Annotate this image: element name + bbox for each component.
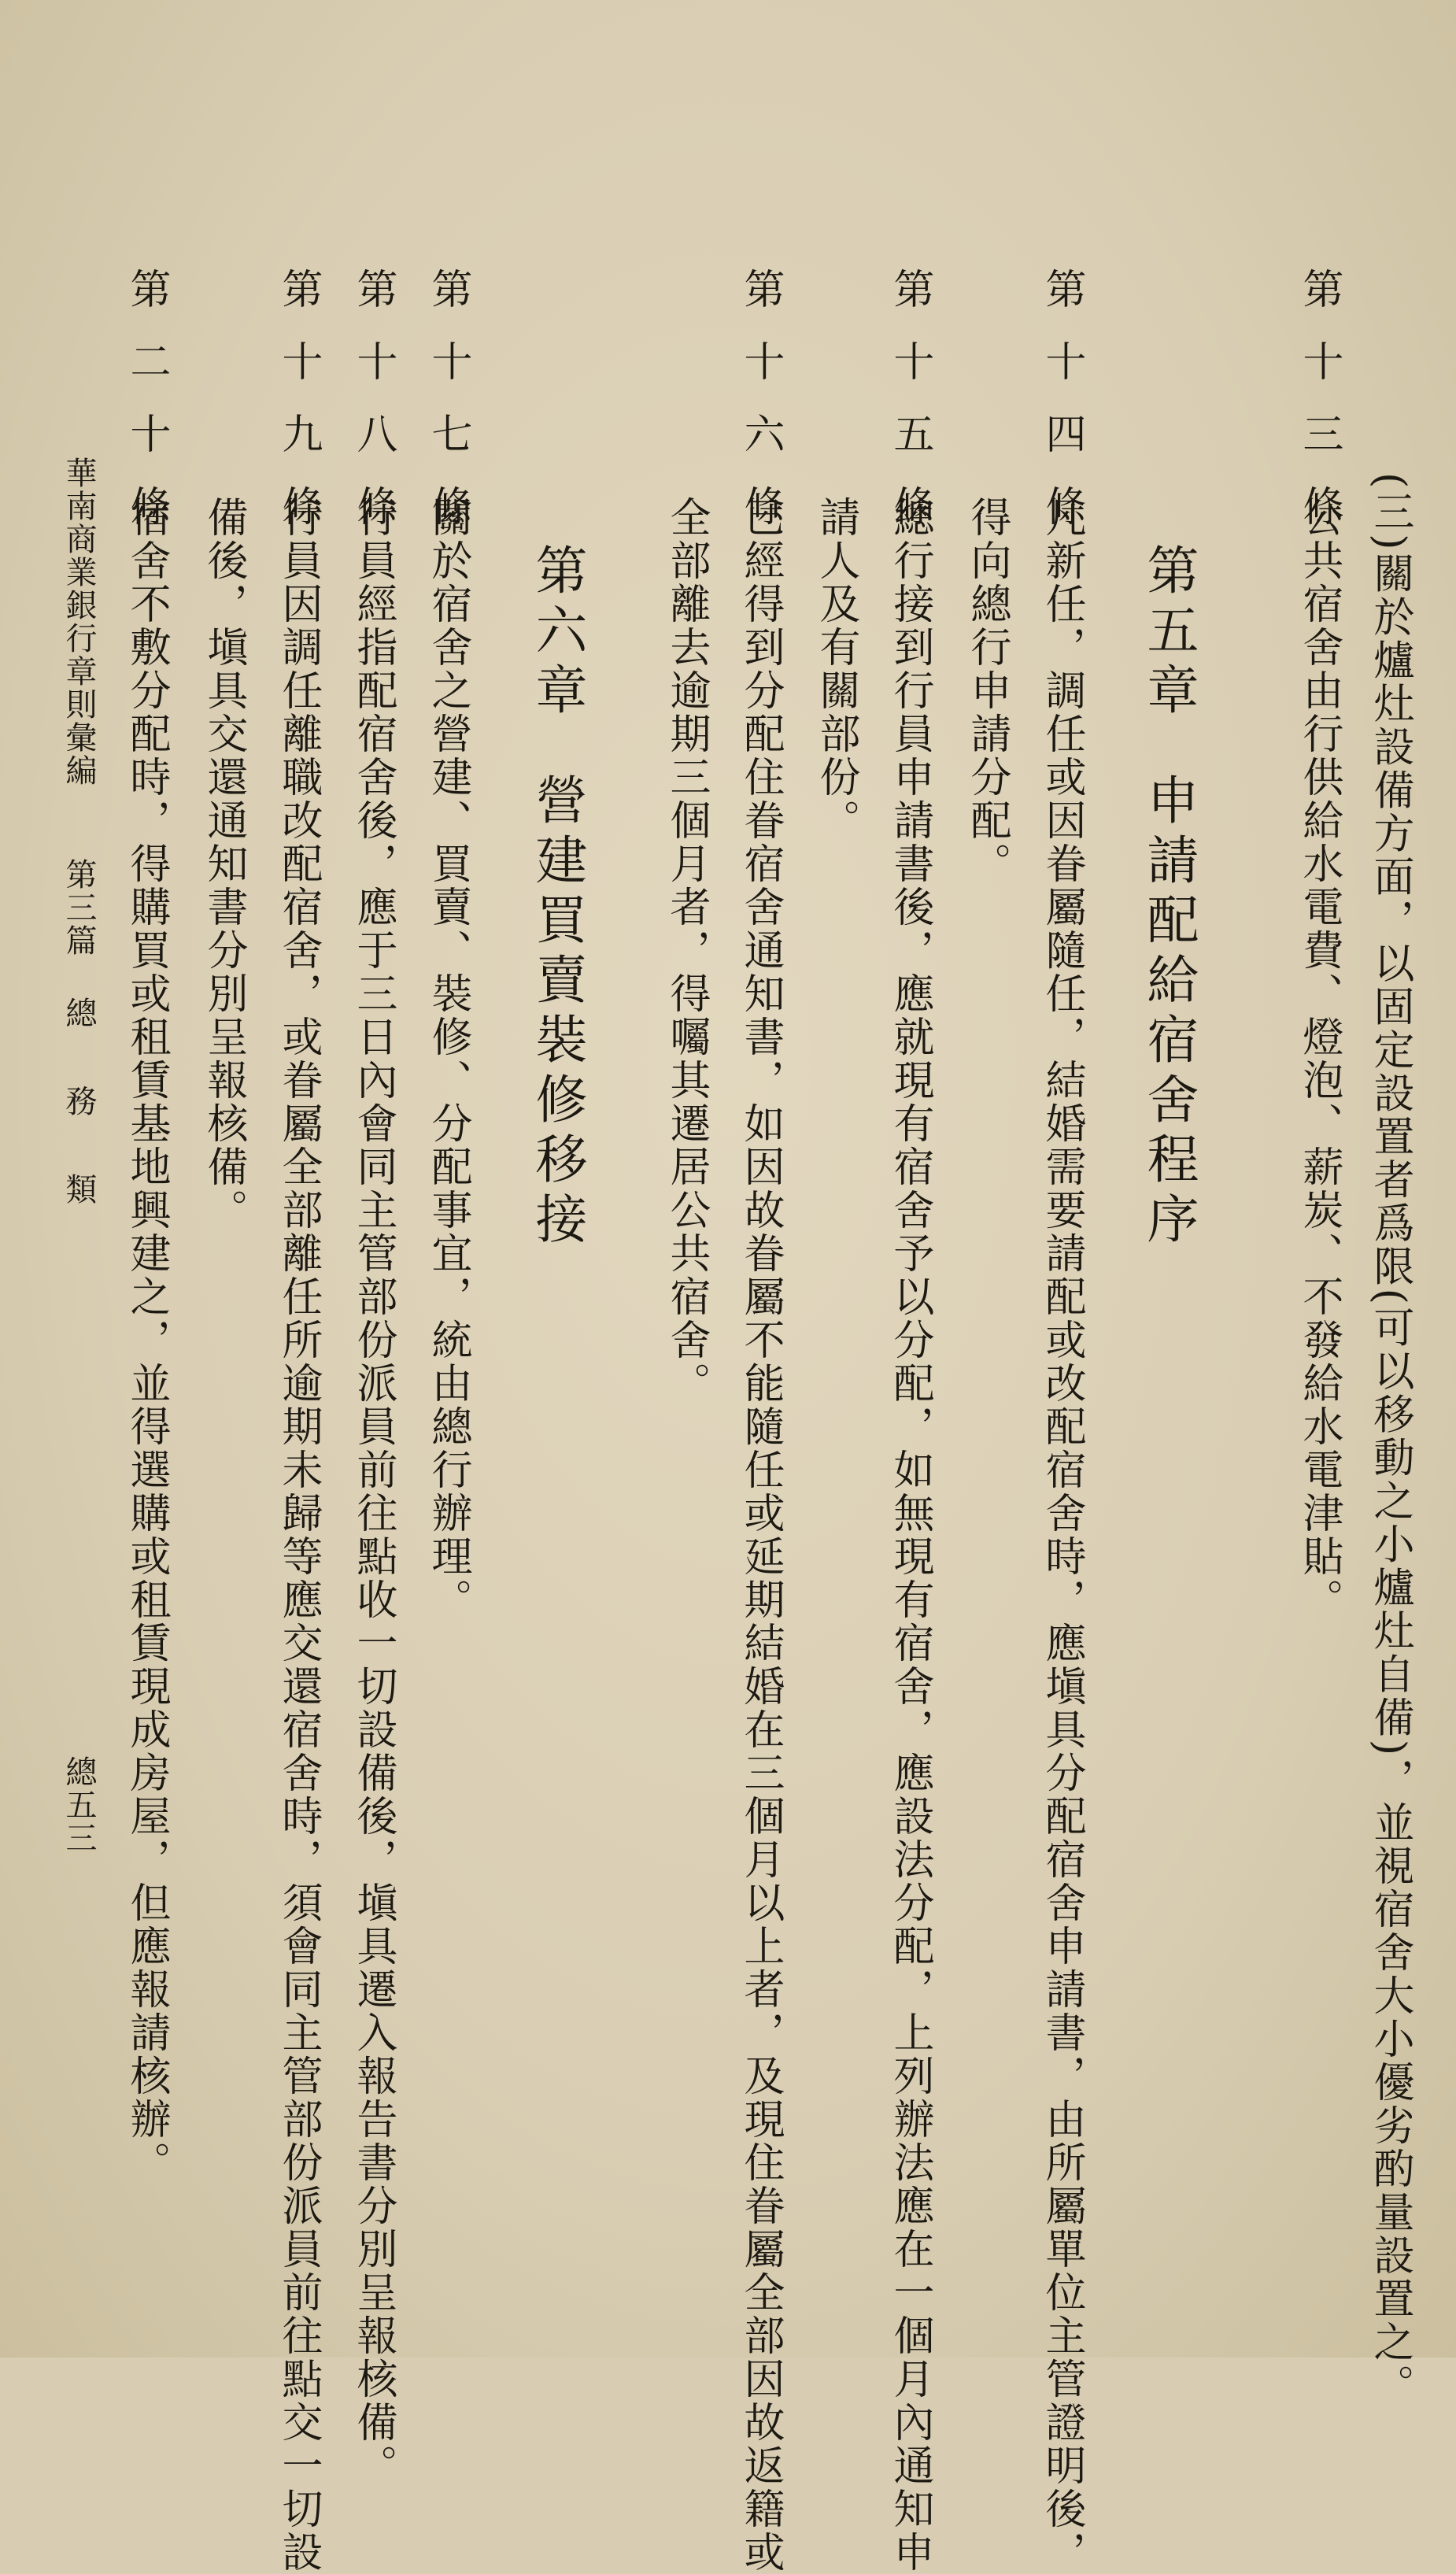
category-char-1: 總 — [61, 997, 97, 1030]
chapter-5-heading — [1138, 543, 1199, 1252]
article-14-label: 第十四條 — [1038, 268, 1085, 557]
article-13-label: 第十三條 — [1295, 268, 1343, 557]
article-20-text: 宿舍不敷分配時，得購買或租賃基地興建之，並得選購或租賃現成房屋，但應報請核辦。 — [123, 496, 170, 2184]
chapter-6-title: 營建買賣裝修移接 — [527, 773, 587, 1252]
article-19-text-line-2: 備後，塡具交還通知書分別呈報核備。 — [200, 496, 247, 1232]
article-15-text-line-2: 請人及有關部份。 — [812, 496, 859, 842]
category-char-2: 務 — [61, 1085, 97, 1118]
article-15-label: 第十五條 — [886, 268, 933, 557]
chapter-5-title: 申請配給宿舍程序 — [1138, 773, 1199, 1252]
page-number: 總五三 — [61, 1755, 97, 1855]
running-footer — [61, 457, 97, 1206]
article-13-text: 公共宿舍由行供給水電費、燈泡、薪炭、不發給水電津貼。 — [1295, 496, 1343, 1622]
article-18-text: 行員經指配宿舍後，應于三日內會同主管部份派員前往點收一切設備後，塡具遷入報告書分別呈報核備。 — [349, 496, 397, 2487]
book-title: 華南商業銀行章則彙編 — [61, 457, 97, 787]
article-19-label: 第十九條 — [275, 268, 322, 557]
article-16-label: 第十六條 — [737, 268, 784, 557]
chapter-5-number: 第五章 — [1138, 543, 1199, 723]
article-15-text-line-1: 總行接到行員申請書後，應就現有宿舍予以分配，如無現有宿舍，應設法分配，上列辦法應在一個月內通知申 — [886, 496, 933, 2574]
article-14-text-line-1: 凡新任，調任或因眷屬隨任，結婚需要請配或改配宿舍時，應塡具分配宿舍申請書，由所屬單位主管證明後， — [1038, 496, 1085, 2574]
article-17-label: 第十七條 — [424, 268, 471, 557]
chapter-6-heading — [527, 543, 587, 1252]
article-18-label: 第十八條 — [349, 268, 397, 557]
article-19-text-line-1: 行員因調任離職改配宿舍，或眷屬全部離任所逾期未歸等應交還宿舍時，須會同主管部份派員前往點交一切設 — [275, 496, 322, 2574]
category-char-3: 類 — [61, 1173, 97, 1206]
article-14-text-line-2: 得向總行申請分配。 — [963, 496, 1011, 886]
article-20-label: 第二十條 — [123, 268, 170, 557]
section-label: 第三篇 — [61, 858, 97, 957]
text-line-hearth: (三)關於爐灶設備方面，以固定設置者爲限(可以移動之小爐灶自備)，並視宿舍大小優劣酌量設置之。 — [1366, 472, 1414, 2408]
article-17-text: 關於宿舍之營建、買賣、裝修、分配事宜，統由總行辦理。 — [424, 496, 471, 1622]
article-16-text-line-1: 已經得到分配住眷宿舍通知書，如因故眷屬不能隨任或延期結婚在三個月以上者，及現住眷屬全部因故返籍或 — [737, 496, 784, 2574]
chapter-6-number: 第六章 — [527, 543, 587, 723]
article-16-text-line-2: 全部離去逾期三個月者，得囑其遷居公共宿舍。 — [663, 496, 710, 1405]
